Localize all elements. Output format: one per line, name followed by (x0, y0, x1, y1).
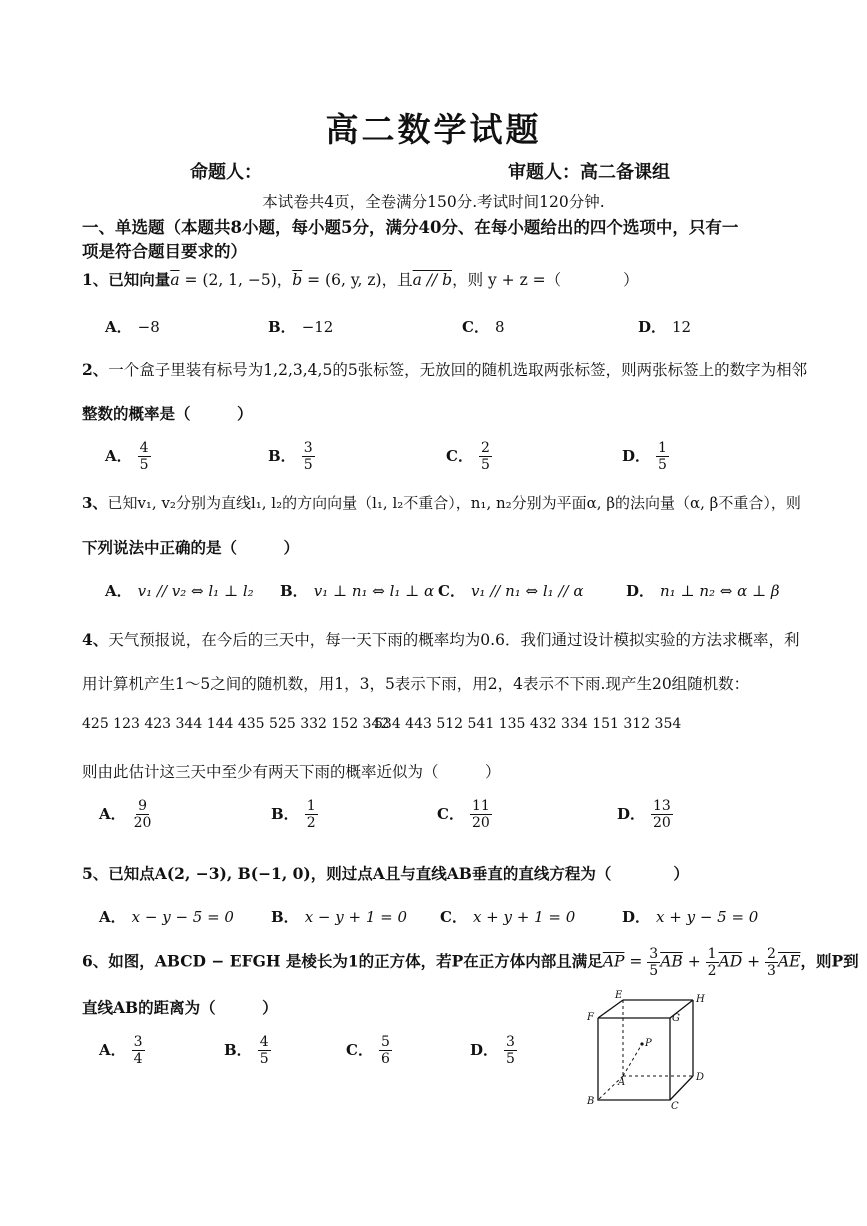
q1-condition: a // b (412, 271, 453, 289)
q2-option-d: D． $\frac{1}{5}$ (622, 440, 667, 473)
question-4-line3: 则由此估计这三天中至少有两天下雨的概率近似为（ ） (82, 763, 501, 781)
label-H: H (696, 994, 705, 1005)
q6-option-a: A． $\frac{3}{4}$ (99, 1034, 143, 1067)
q2-option-c: C． $\frac{2}{5}$ (446, 440, 490, 473)
q1-ask: ，则 y + z =（ ） (452, 271, 639, 289)
exam-info: 本试卷共4页，全卷满分150分.考试时间120分钟. (262, 193, 605, 211)
q3-option-b: B． v₁ ⊥ n₁ ⇔ l₁ ⊥ α (280, 582, 435, 600)
q3-option-d: D． n₁ ⊥ n₂ ⇔ α ⊥ β (626, 582, 780, 600)
section1-heading-line2: 项是符合题目要求的） (82, 242, 247, 261)
question-2-line1: 2、一个盒子里装有标号为1,2,3,4,5的5张标签，无放回的随机选取两张标签，则两张标签上的数字为相邻 (82, 360, 808, 379)
label-F: F (587, 1012, 594, 1023)
label-E: E (615, 990, 623, 1001)
question-6-line1: 6、如图，ABCD − EFGH 是棱长为1的正方体，若P在正方体内部且满足$\overline{AP}$ = $\frac{3}{5}$ $\overline{AB}$ + $\frac{1}{2}$ $\overline{AD}$ + $\frac{2}{3}$ $\overline{AE}$，则P到 (82, 946, 859, 979)
question-5: 5、已知点A(2, −3), B(−1, 0)，则过点A且与直线AB垂直的直线方程为（ ） (82, 864, 689, 883)
question-6-line2: 直线AB的距离为（ ） (82, 998, 278, 1017)
q5-option-d: D． x + y − 5 = 0 (622, 908, 759, 926)
question-4-line2: 用计算机产生1～5之间的随机数，用1，3，5表示下雨，用2，4表示不下雨.现产生20组随机数： (82, 675, 750, 693)
q3-option-a: A． v₁ // v₂ ⇔ l₁ ⊥ l₂ (105, 582, 254, 600)
label-B: B (587, 1096, 595, 1107)
q2-option-b: B． $\frac{3}{5}$ (268, 440, 313, 473)
q1-vector-a: $\overline{a}$ (170, 271, 180, 289)
question-4-line1: 4、天气预报说，在今后的三天中，每一天下雨的概率均为0.6．我们通过设计模拟实验的方法求概率，利 (82, 630, 800, 649)
page-title: 高二数学试题 (325, 110, 542, 149)
label-G: G (672, 1013, 680, 1024)
q3-option-c: C． v₁ // n₁ ⇔ l₁ // α (438, 582, 584, 600)
q1-eq-b: = (6, y, z)，且 (302, 271, 413, 289)
q4-random-numbers-b: 534 443 512 541 135 432 334 151 312 354 (374, 716, 682, 732)
cube-figure (578, 990, 718, 1112)
label-C: C (671, 1101, 679, 1112)
segment-AP (623, 1044, 642, 1076)
q6-option-b: B． $\frac{4}{5}$ (224, 1034, 269, 1067)
label-P: P (645, 1038, 652, 1049)
q1-option-c: C． 8 (462, 318, 505, 336)
question-1 (82, 268, 639, 290)
question-3-line1: 3、已知v₁, v₂分别为直线l₁, l₂的方向向量（l₁, l₂不重合），n₁, n₂分别为平面α, β的法向量（α, β不重合），则 (82, 494, 801, 512)
q2-option-a: A． $\frac{4}{5}$ (105, 440, 149, 473)
q4-random-numbers-a: 425 123 423 344 144 435 525 332 152 342 (82, 716, 390, 732)
point-P (640, 1042, 643, 1045)
q4-option-d: D． $\frac{13}{20}$ (617, 798, 671, 831)
question-2-line2: 整数的概率是（ ） (82, 404, 253, 423)
q4-option-b: B． $\frac{1}{2}$ (271, 798, 316, 831)
author-label: 命题人： (190, 162, 262, 183)
q5-option-c: C． x + y + 1 = 0 (440, 908, 576, 926)
q1-eq-a: = (2, 1, −5)， (179, 271, 293, 289)
cube-front-face (598, 1018, 670, 1100)
q6-option-d: D． $\frac{3}{5}$ (470, 1034, 515, 1067)
edge-CD (670, 1076, 693, 1100)
q4-option-a: A． $\frac{9}{20}$ (99, 798, 152, 831)
q1-text: 已知向量 (108, 270, 171, 289)
q5-option-b: B． x − y + 1 = 0 (271, 908, 408, 926)
q1-option-b: B． −12 (268, 318, 334, 336)
reviewer-label: 审题人：高二备课组 (508, 162, 670, 183)
q6-option-c: C． $\frac{5}{6}$ (346, 1034, 390, 1067)
q1-number: 1、 (82, 270, 109, 289)
label-A: A (618, 1077, 626, 1088)
label-D: D (696, 1072, 705, 1083)
edge-FE (598, 1000, 623, 1018)
question-3-line2: 下列说法中正确的是（ ） (82, 538, 300, 557)
section1-heading-line1: 一、单选题（本题共8小题，每小题5分，满分40分、在每小题给出的四个选项中，只有一 (82, 218, 739, 237)
q1-option-d: D． 12 (638, 318, 692, 336)
q1-option-a: A． −8 (105, 318, 160, 336)
q5-option-a: A． x − y − 5 = 0 (99, 908, 234, 926)
q4-option-c: C． $\frac{11}{20}$ (437, 798, 490, 831)
q1-vector-b: $\overline{b}$ (292, 271, 303, 289)
